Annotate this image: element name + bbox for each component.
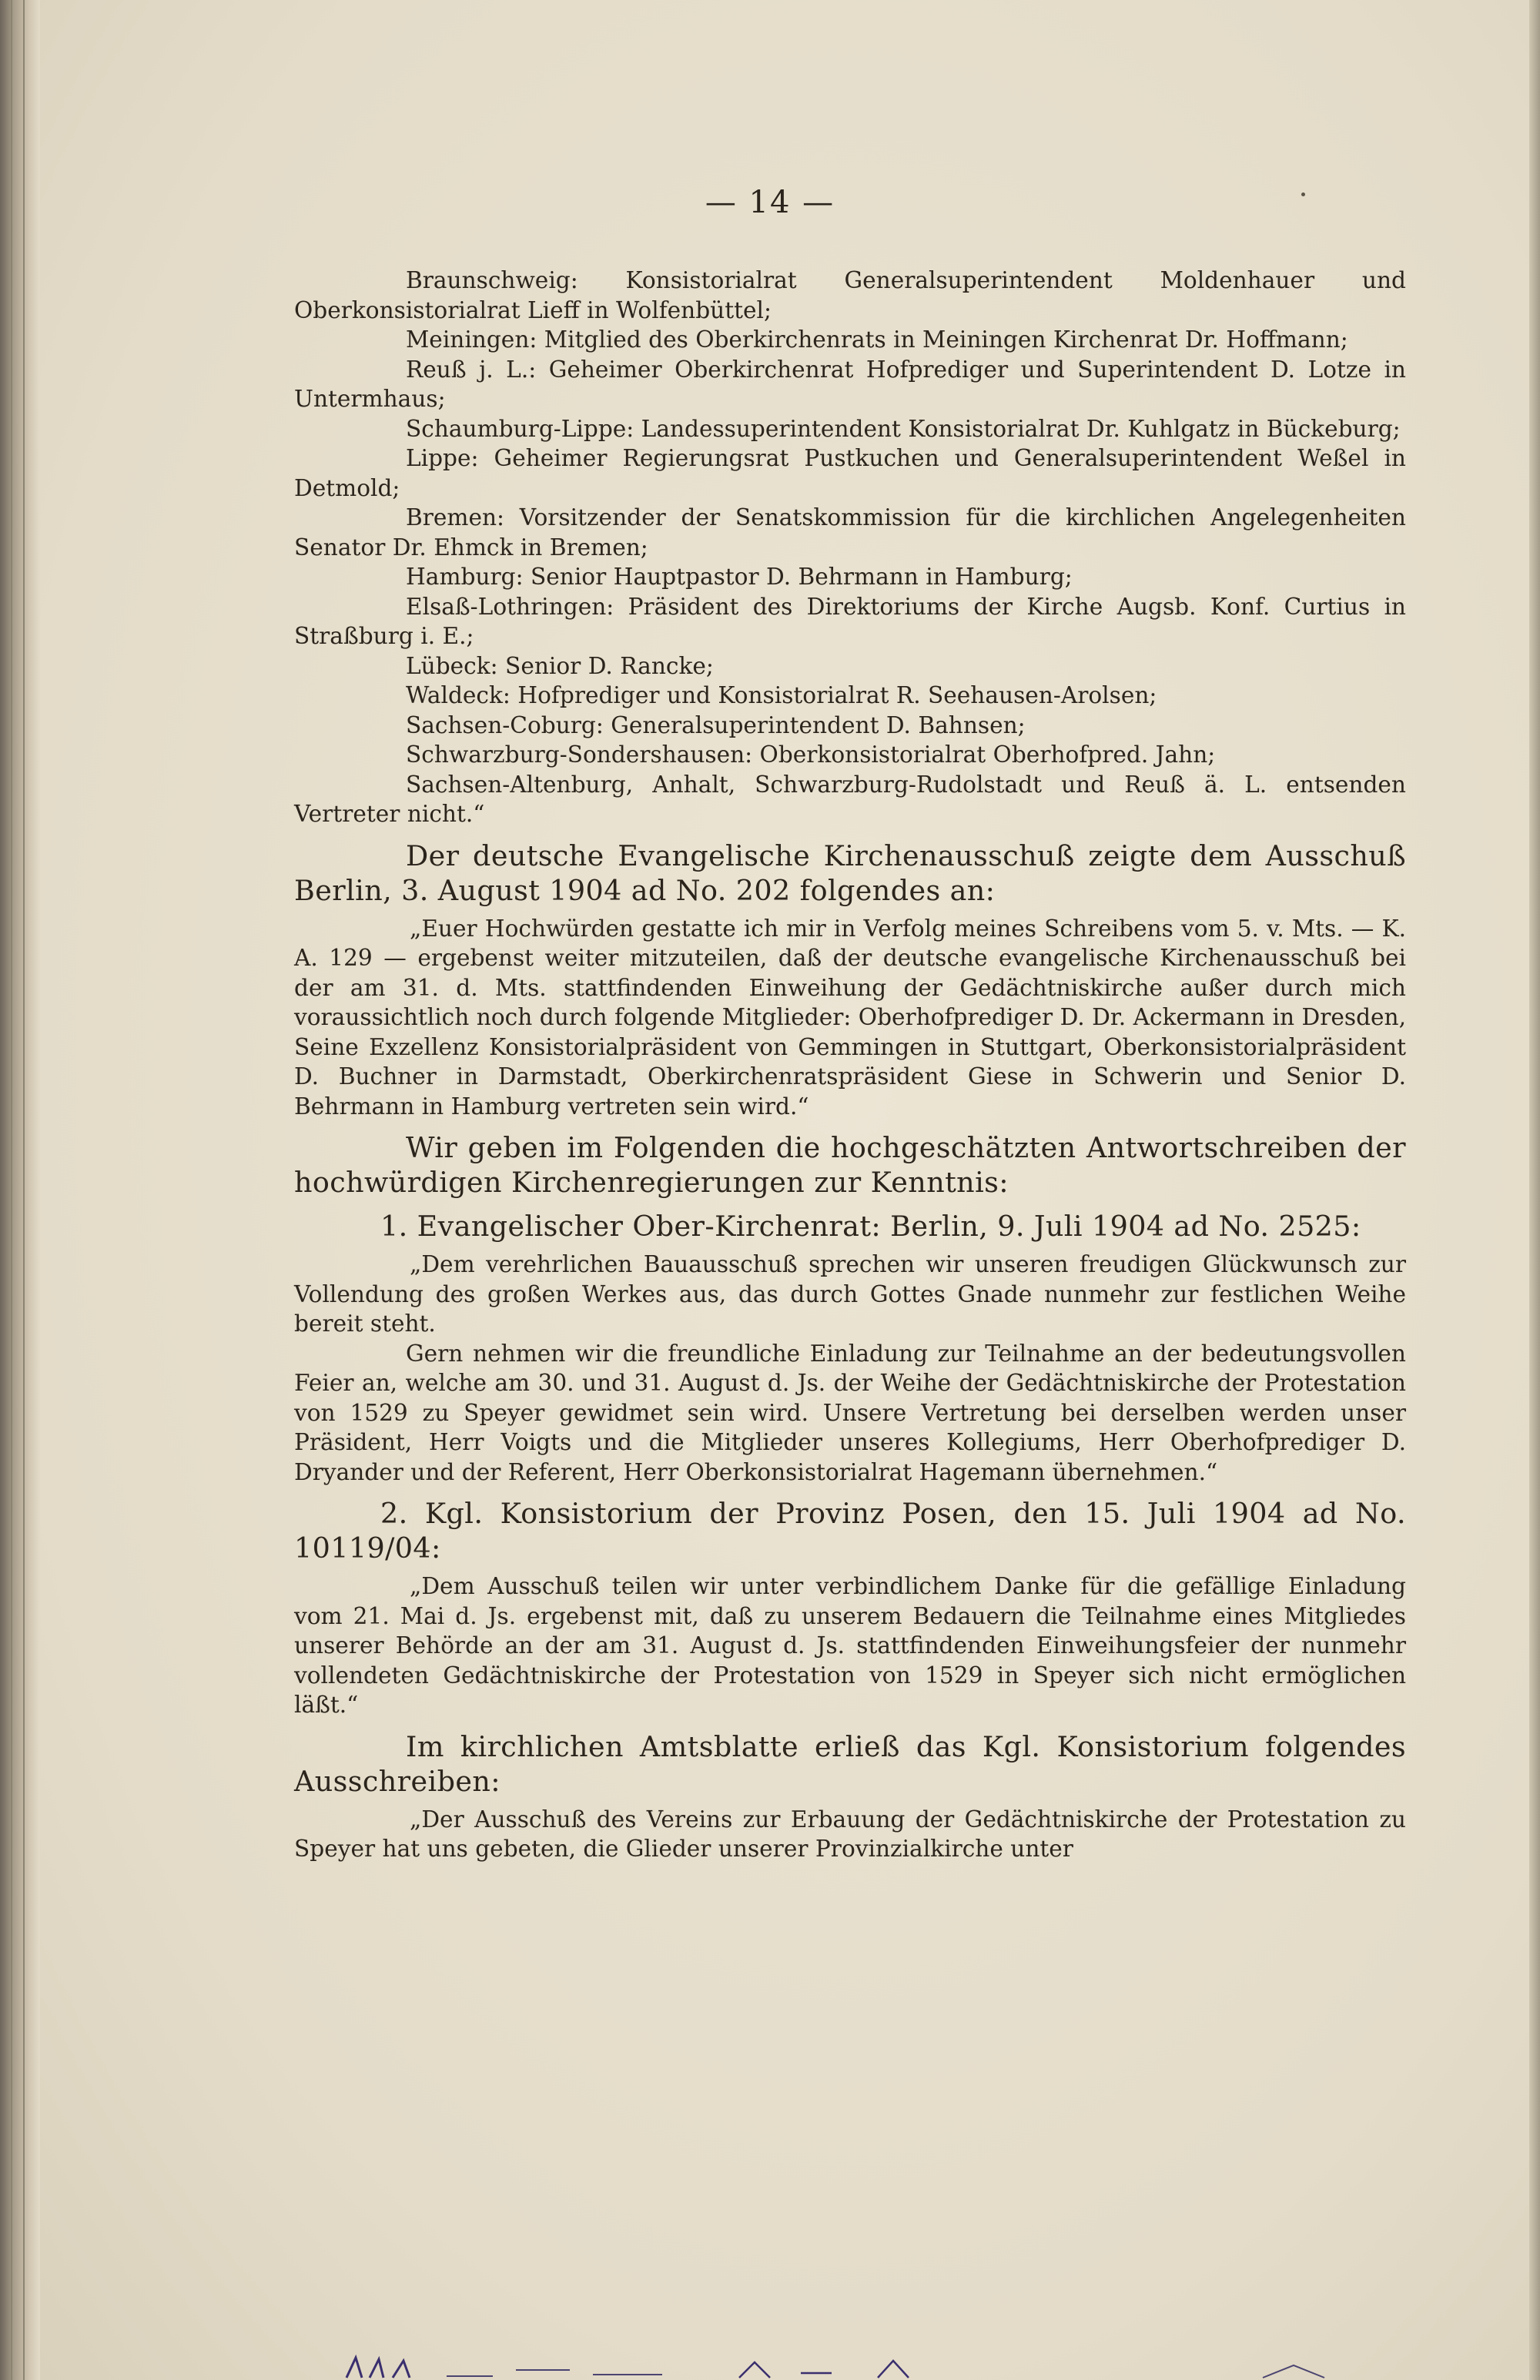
entry-schwarzburg-sondershausen: Schwarzburg-Sondershausen: Oberkonsistorialrat Oberhofpred. Jahn; <box>406 741 1216 768</box>
entry-meiningen: Meiningen: Mitglied des Oberkirchenrats in Meiningen Kirchenrat Dr. Hoffmann; <box>406 326 1348 353</box>
book-binding <box>0 0 40 2380</box>
item1-quote-part1: „Dem verehrlichen Bauausschuß sprechen wir unseren freudigen Glückwunsch zur Vollendung des großen Werkes aus, das durch Gottes Gnade nunmehr zur festlichen Weihe bereit steht. <box>294 1251 1406 1337</box>
entry-lippe: Lippe: Geheimer Regierungsrat Pustkuchen und Generalsuperintendent Weßel in Detmold; <box>294 445 1406 501</box>
entry-bremen: Bremen: Vorsitzender der Senatskommission für die kirchlichen Angelegenheiten Senator Dr. Ehmck in Bremen; <box>294 504 1406 561</box>
entry-reuss-jl: Reuß j. L.: Geheimer Oberkirchenrat Hofprediger und Superintendent D. Lotze in Untermhaus; <box>294 356 1406 412</box>
ausschuss-quote: „Euer Hochwürden gestatte ich mir in Verfolg meines Schreibens vom 5. v. Mts. — K. A. 129 — ergebenst weiter mitzuteilen, daß der deutsche evangelische Kirchenausschuß bei der am 31. d. Mts. stattfindenden Einweihung der Gedächtniskirche außer durch mich voraussichtlich noch durch folgende Mitglieder: Oberhofprediger D. Dr. Ackermann in Dresden, Seine Exzellenz Konsistorialpräsident von Gemmingen in Stuttgart, Oberkonsistorialpräsident D. Buchner in Darmstadt, Oberkirchenratspräsident Giese in Schwerin und Senior D. Behrmann in Hamburg vertreten sein wird.“ <box>294 915 1406 1120</box>
item2-heading: 2. Kgl. Konsistorium der Provinz Posen, den 15. Juli 1904 ad No. 10119/04: <box>294 1497 1406 1565</box>
page-edge <box>1529 0 1540 2380</box>
item1-quote-part2: Gern nehmen wir die freundliche Einladung zur Teilnahme an der bedeutungsvollen Feier an, welche am 30. und 31. August d. Js. der Weihe der Gedächtniskirche der Protestation von 1529 zu Speyer gewidmet sein wird. Unsere Vertretung bei derselben werden unser Präsident, Herr Voigts und die Mitglieder unseres Kollegiums, Herr Oberhofprediger D. Dryander und der Referent, Herr Oberkonsistorialrat Hagemann übernehmen.“ <box>294 1340 1406 1485</box>
entry-not-represented: Sachsen-Altenburg, Anhalt, Schwarzburg-Rudolstadt und Reuß ä. L. entsenden Vertreter nicht.“ <box>294 771 1406 827</box>
item2-quote: „Dem Ausschuß teilen wir unter verbindlichem Danke für die gefällige Einladung vom 21. Mai d. Js. ergebenst mit, daß zu unserem Bedauern die Teilnahme eines Mitgliedes unserer Behörde an der am 31. August d. Js. stattfindenden Einweihungsfeier der nunmehr vollendeten Gedächtniskirche der Protestation von 1529 in Speyer sich nicht ermöglichen läßt.“ <box>294 1573 1406 1718</box>
page-number: — 14 — <box>705 185 835 220</box>
ink-speck <box>1301 192 1305 196</box>
wir-geben-heading: Wir geben im Folgenden die hochgeschätzten Antwortschreiben der hochwürdigen Kirchenregierungen zur Kenntnis: <box>294 1131 1406 1199</box>
ausschuss-intro: Der deutsche Evangelische Kirchenausschuß zeigte dem Ausschuß Berlin, 3. August 1904 ad No. 202 folgendes an: <box>294 839 1406 907</box>
page-body <box>294 266 1406 1864</box>
amtsblatt-quote: „Der Ausschuß des Vereins zur Erbauung der Gedächtniskirche der Protestation zu Speyer hat uns gebeten, die Glieder unserer Provinzialkirche unter <box>294 1806 1406 1862</box>
entry-elsass-lothringen: Elsaß-Lothringen: Präsident des Direktoriums der Kirche Augsb. Konf. Curtius in Straßburg i. E.; <box>294 593 1406 649</box>
entry-luebeck: Lübeck: Senior D. Rancke; <box>406 652 714 679</box>
entry-schaumburg-lippe: Schaumburg-Lippe: Landessuperintendent Konsistorialrat Dr. Kuhlgatz in Bückeburg; <box>406 415 1401 442</box>
entry-sachsen-coburg: Sachsen-Coburg: Generalsuperintendent D. Bahnsen; <box>406 711 1026 738</box>
amtsblatt-heading: Im kirchlichen Amtsblatte erließ das Kgl. Konsistorium folgendes Ausschreiben: <box>294 1729 1406 1798</box>
binding-edge-line <box>23 0 25 2380</box>
item1-heading: 1. Evangelischer Ober-Kirchenrat: Berlin, 9. Juli 1904 ad No. 2525: <box>380 1210 1361 1243</box>
entry-waldeck: Waldeck: Hofprediger und Konsistorialrat R. Seehausen-Arolsen; <box>406 682 1157 708</box>
entry-braunschweig: Braunschweig: Konsistorialrat Generalsuperintendent Moldenhauer und Oberkonsistorialrat Lieff in Wolfenbüttel; <box>294 267 1406 323</box>
binding-edge-line <box>11 0 12 2380</box>
bottom-stamp-marks <box>339 2355 1401 2380</box>
entry-hamburg: Hamburg: Senior Hauptpastor D. Behrmann in Hamburg; <box>406 564 1073 590</box>
